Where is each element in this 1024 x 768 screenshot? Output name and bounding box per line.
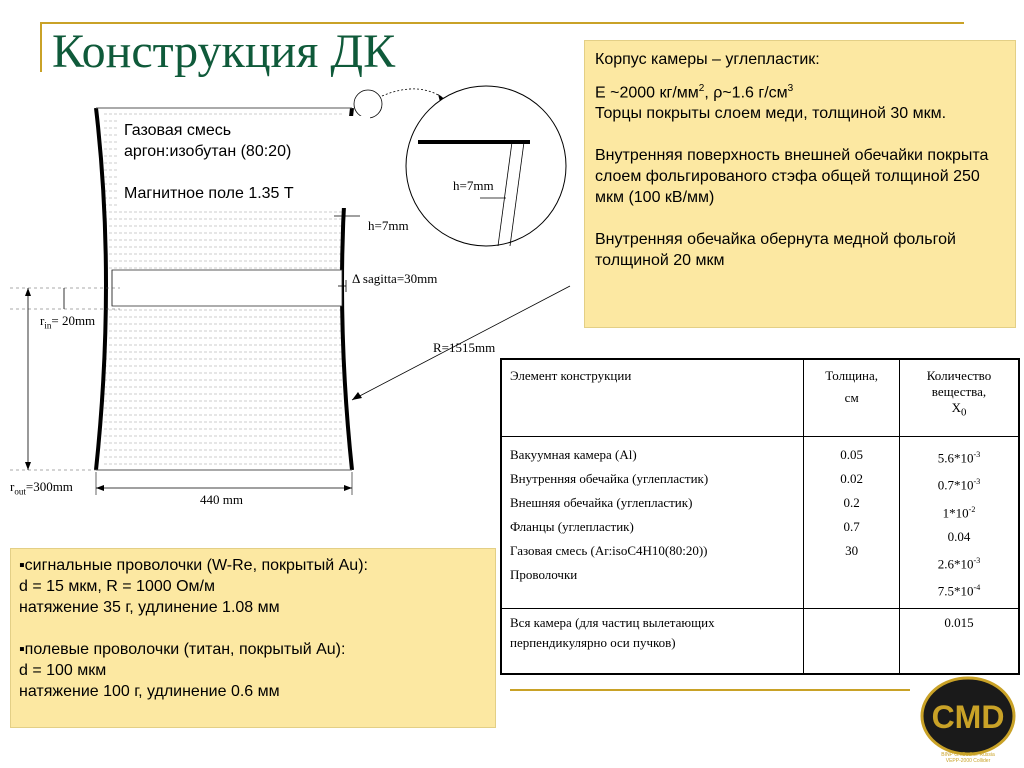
total-thickness [804, 608, 900, 674]
thickness-0: 0.05 [840, 447, 864, 462]
cmd-logo-icon [918, 676, 1018, 764]
thickness-2: 0.2 [843, 495, 860, 510]
table-row [501, 437, 1019, 609]
material-table [500, 358, 1020, 675]
table-total-row [501, 608, 1019, 674]
wires-box [10, 548, 496, 728]
page-title: Конструкция ДК [52, 25, 396, 78]
field-wires-1: ▪полевые проволочки (титан, покрытый Au): [19, 641, 346, 658]
r-in-label: $r_{in}= 20mm$ [40, 313, 96, 331]
gas-line-1: Газовая смесь [124, 122, 232, 139]
x0-1: $0.7*10^{-3}$ [937, 477, 981, 493]
body-line-3: Торцы покрыты слоем меди, толщиной 30 мкм. [595, 105, 947, 123]
header-amount: Количество вещества, $X_0$ [899, 359, 1019, 437]
thickness-values [804, 437, 900, 609]
magnetic-field: Магнитное поле 1.35 Т [124, 185, 294, 202]
gas-mixture-box [118, 116, 370, 208]
r-out-label: $r_{out}=300mm$ [10, 479, 73, 497]
element-names [501, 437, 804, 609]
body-line-4: Внутренняя поверхность внешней обечайки покрыта слоем фольгированого стэфа общей толщиной 250 мкм (100 кВ/мм) [595, 147, 989, 207]
element-name-4: Газовая смесь (Ar:isoC4H10(80:20)) [510, 543, 708, 558]
element-name-2: Внешняя обечайка (углепластик) [510, 495, 693, 510]
sagitta-label: Δ sagitta=30mm [352, 271, 438, 286]
title-left-rule [40, 22, 42, 72]
left-wall [96, 108, 106, 470]
body-line-5: Внутренняя обечайка обернута медной фольгой толщиной 20 мкм [595, 231, 956, 270]
bottom-rule [510, 689, 910, 691]
h-top-label: h=7mm [453, 178, 494, 193]
thickness-4: 30 [845, 543, 859, 558]
element-name-5: Проволочки [510, 567, 578, 582]
field-wires-2: d = 100 мкм [19, 662, 107, 679]
header-thickness: Толщина, см [804, 359, 900, 437]
zoom-marker [354, 90, 382, 118]
zoom-detail [406, 86, 566, 246]
table-header-row [501, 359, 1019, 437]
header-element: Элемент конструкции [501, 359, 804, 437]
beam-gap [112, 270, 342, 306]
x0-4: $2.6*10^{-3}$ [937, 555, 981, 572]
thickness-5 [812, 563, 891, 587]
radius-label: R=1515mm [433, 340, 496, 355]
element-name-3: Фланцы (углепластик) [510, 519, 634, 534]
field-wires-3: натяжение 100 г, удлинение 0.6 мм [19, 683, 280, 700]
body-line-1: Корпус камеры – углепластик: [595, 51, 820, 68]
length-label: 440 mm [200, 492, 243, 507]
signal-wires-3: натяжение 35 г, удлинение 1.08 мм [19, 599, 280, 616]
signal-wires-1: ▪сигнальные проволочки (W-Re, покрытый Au): [19, 557, 368, 574]
x0-2: $1*10^{-2}$ [942, 504, 976, 520]
chamber-body-box [584, 40, 1016, 328]
x0-values [899, 437, 1019, 609]
x0-0: $5.6*10^{-3}$ [937, 450, 981, 466]
element-name-0: Вакуумная камера (Al) [510, 447, 637, 462]
gas-line-2: аргон:изобутан (80:20) [124, 143, 292, 160]
total-x0: 0.015 [899, 608, 1019, 674]
element-name-1: Внутренняя обечайка (углепластик) [510, 471, 709, 486]
logo-caption-1: BINP G.I.Budker Russia [941, 752, 995, 758]
thickness-3: 0.7 [843, 519, 860, 534]
logo-caption-2: VEPP-2000 Collider [945, 758, 991, 764]
x0-3: 0.04 [947, 528, 971, 544]
total-name: Вся камера (для частиц вылетающих перпендикулярно оси пучков) [501, 608, 804, 674]
thickness-1: 0.02 [840, 471, 864, 486]
body-line-2: E ~2000 $кг/мм^2$, ρ~1.6 $г/см^3$ [595, 83, 794, 102]
signal-wires-2: d = 15 мкм, R = 1000 Ом/м [19, 578, 215, 595]
x0-5: $7.5*10^{-4}$ [937, 583, 981, 599]
logo-text: CMD [931, 699, 1005, 735]
h-side-label: h=7mm [368, 218, 409, 233]
